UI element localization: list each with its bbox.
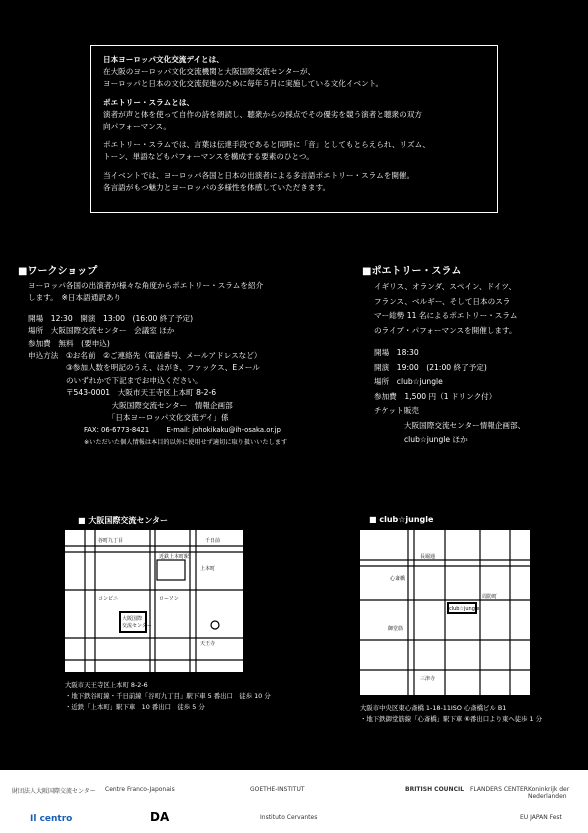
intro-line: トーン、単語などもパフォーマンスを構成する要素のひとつ。: [103, 152, 314, 162]
logo-da: DA: [150, 810, 170, 824]
workshop-address: 大阪国際交流センター 情報企画部: [28, 400, 233, 410]
intro-line: 当イベントでは、ヨーロッパ各国と日本の出演者による多言語ポエトリー・スラムを開催。: [103, 170, 415, 180]
slam-desc: マー総勢 11 名によるポエトリー・スラム: [374, 311, 518, 320]
workshop-body: [18, 280, 338, 449]
slam-desc: のライブ・パフォーマンスを開催します。: [374, 325, 517, 335]
workshop-venue: 場所 大阪国際交流センター 会議室 ほか: [28, 326, 175, 336]
logo-flanders: FLANDERS CENTER: [470, 786, 528, 793]
map2-image: [360, 530, 530, 695]
logo-ih-osaka: 財団法人大阪国際交流センター: [12, 788, 96, 795]
slam-venue: 場所 club☆jungle: [374, 377, 443, 386]
sponsor-footer: [0, 770, 588, 833]
logo-british-council: BRITISH COUNCIL: [405, 786, 465, 793]
workshop-apply: のいずれかで下記までお申込ください。: [28, 375, 203, 385]
workshop-address: 〒543-0001 大阪市天王寺区上本町 8-2-6: [28, 388, 217, 398]
map1-label: 大阪国際: [122, 616, 143, 622]
map2-address: 大阪市中央区東心斎橋 1-18-11ISO 心斎橋ビル B1: [360, 704, 507, 712]
slam-open: 開場 18:30: [374, 348, 419, 357]
map1-label: コンビニ: [98, 596, 119, 602]
map2-label: club☆jungle: [449, 606, 480, 612]
slam-ticket: チケット販売: [374, 406, 419, 415]
map1-label: 交流センター: [122, 623, 152, 629]
workshop-desc: ヨーロッパ各国の出演者が様々な角度からポエトリー・スラムを紹介: [28, 281, 264, 290]
intro-title-2: ポエトリー・スラムとは、: [103, 97, 195, 107]
slam-section: [362, 262, 577, 448]
slam-body: [362, 280, 577, 448]
map1-label: 千日前: [205, 538, 221, 544]
map2-label: 三津寺: [420, 676, 436, 682]
intro-line: 演者が声と体を使って自作の詩を朗読し、聴衆からの採点でその優劣を競う演者と聴衆の双方: [103, 109, 422, 119]
map2-label: 周防町: [482, 594, 498, 600]
intro-line: ヨーロッパと日本の文化交流促進のために毎年５月に実施している文化イベント。: [103, 79, 384, 89]
map2-label: 長堀通: [420, 554, 436, 560]
intro-line: 在大阪のヨーロッパ文化交流機関と大阪国際交流センターが、: [103, 67, 316, 77]
map2-info: [360, 703, 542, 725]
slam-seller: 大阪国際交流センター情報企画部、: [404, 420, 526, 430]
slam-title: ■ポエトリー・スラム: [362, 266, 462, 277]
intro-title-1: 日本ヨーロッパ文化交流デイとは、: [103, 55, 224, 64]
map1-access: ・地下鉄谷町線・千日前線「谷町九丁目」駅下車 5 番出口 徒歩 10 分: [65, 692, 271, 700]
map1-label: 近鉄上本町駅: [159, 554, 190, 560]
map2-label: 御堂筋: [388, 626, 404, 632]
workshop-note: ※いただいた個人情報は本目的以外に使用せず適切に取り扱いいたします: [84, 438, 288, 446]
intro-line: 各言語がもつ魅力とヨーロッパの多様性を体感していただきます。: [103, 182, 331, 192]
map1-access: ・近鉄「上本町」駅下車 10 番出口 徒歩 5 分: [65, 703, 205, 711]
logo-netherlands: Koninkrijk der Nederlanden: [528, 786, 570, 800]
logo-cervantes: Instituto Cervantes: [260, 814, 318, 821]
slam-seller: club☆jungle ほか: [404, 435, 468, 444]
workshop-apply: ③参加人数を明記のうえ、はがき、ファックス、Eメール: [28, 363, 260, 373]
map1-label: 上本町: [200, 566, 216, 572]
intro-line: 向パフォーマンス。: [103, 122, 171, 132]
intro-line: ポエトリー・スラムでは、言葉は伝達手段であると同時に「音」としてもとらえられ、リズム、: [103, 140, 430, 150]
map1-label: 天王寺: [200, 641, 216, 647]
workshop-apply: 申込方法 ①お名前 ②ご連絡先（電話番号、メールアドレスなど）: [28, 351, 262, 361]
workshop-fax: FAX: 06-6773-8421: [84, 426, 150, 435]
slam-desc: フランス、ベルギー、そして日本のスラ: [374, 296, 511, 306]
logo-goethe: GOETHE-INSTITUT: [250, 786, 305, 793]
workshop-fee: 参加費 無料 (要申込): [28, 338, 110, 348]
map1-info: [65, 680, 271, 713]
map1-label: 谷町九丁目: [98, 538, 124, 544]
map2-access: ・地下鉄御堂筋線「心斎橋」駅下車 ⑥番出口より東へ徒歩 1 分: [360, 715, 543, 723]
logo-il-centro: Il centro: [30, 814, 73, 824]
slam-fee: 参加費 1,500 円（1 ドリンク付）: [374, 391, 497, 401]
workshop-title: ■ワークショップ: [18, 266, 98, 277]
map1-title: ■ 大阪国際交流センター: [78, 516, 169, 525]
intro-box: [90, 45, 498, 213]
map1-address: 大阪市天王寺区上本町 8-2-6: [65, 681, 148, 689]
workshop-time: 開場 12:30 開演 13:00 (16:00 終了予定): [28, 313, 194, 323]
workshop-email[interactable]: E-mail: johokikaku@ih-osaka.or.jp: [166, 426, 281, 435]
workshop-desc: します。 ※日本語通訳あり: [28, 293, 122, 303]
workshop-section: [18, 262, 338, 449]
map2-title: ■ club☆jungle: [369, 515, 434, 524]
map1-label: ローソン: [159, 596, 179, 602]
workshop-address: 「日本ヨーロッパ文化交流デイ」係: [28, 413, 229, 423]
map2-label: 心斎橋: [390, 576, 406, 582]
slam-start: 開演 19:00 (21:00 終了予定): [374, 362, 487, 372]
map1-image: [65, 530, 243, 672]
logo-centre-franco: Centre Franco-Japonais: [105, 786, 175, 793]
slam-desc: イギリス、オランダ、スペイン、ドイツ、: [374, 282, 517, 291]
logo-eu-japan: EU JAPAN Fest: [520, 814, 562, 821]
